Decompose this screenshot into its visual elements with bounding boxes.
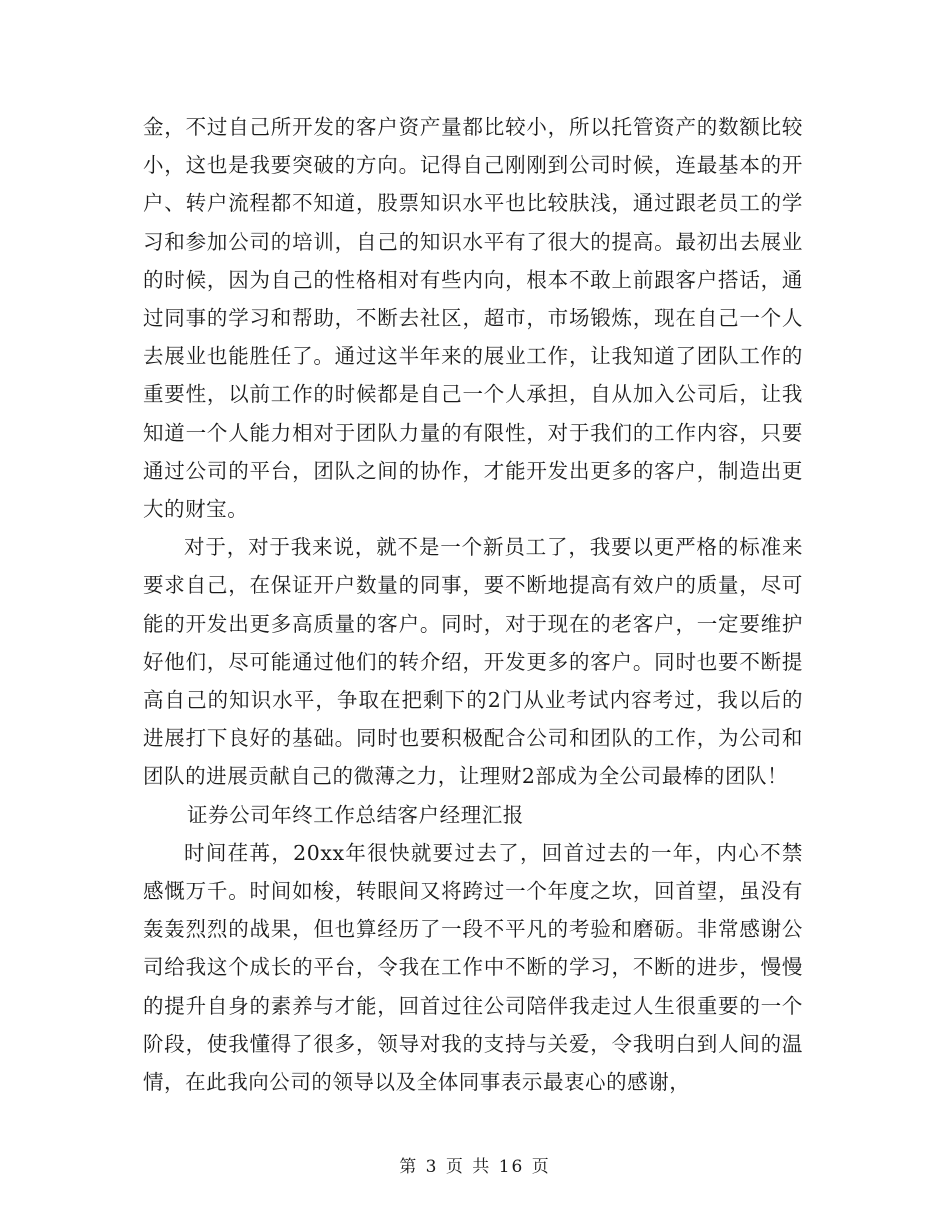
section-title: 证券公司年终工作总结客户经理汇报 (187, 802, 524, 827)
document-body (143, 108, 803, 1101)
paragraph-continuation: 金，不过自己所开发的客户资产量都比较小，所以托管资产的数额比较小，这也是我要突破的方向。记得自己刚刚到公司时候，连最基本的开户、转户流程都不知道，股票知识水平也比较肤浅，通过跟老员工的学习和参加公司的培训，自己的知识水平有了很大的提高。最初出去展业的时候，因为自己的性格相对有些内向，根本不敢上前跟客户搭话，通过同事的学习和帮助，不断去社区，超市，市场锻炼，现在自己一个人去展业也能胜任了。通过这半年来的展业工作，让我知道了团队工作的重要性，以前工作的时候都是自己一个人承担，自从加入公司后，让我知道一个人能力相对于团队力量的有限性，对于我们的工作内容，只要通过公司的平台，团队之间的协作，才能开发出更多的客户，制造出更大的财宝。 (143, 115, 803, 522)
paragraph-intro: 时间荏苒，20xx年很快就要过去了，回首过去的一年，内心不禁感慨万千。时间如梭，转眼间又将跨过一个年度之坎，回首望，虽没有轰轰烈烈的战果，但也算经历了一段不平凡的考验和磨砺。非常感谢公司给我这个成长的平台，令我在工作中不断的学习，不断的进步，慢慢的提升自身的素养与才能，回首过往公司陪伴我走过人生很重要的一个阶段，使我懂得了很多，领导对我的支持与关爱，令我明白到人间的温情，在此我向公司的领导以及全体同事表示最衷心的感谢， (143, 840, 803, 1095)
paragraph-plans: 对于，对于我来说，就不是一个新员工了，我要以更严格的标准来要求自己，在保证开户数量的同事，要不断地提高有效户的质量，尽可能的开发出更多高质量的客户。同时，对于现在的老客户，一定要维护好他们，尽可能通过他们的转介绍，开发更多的客户。同时也要不断提高自己的知识水平，争取在把剩下的2门从业考试内容考过，我以后的进展打下良好的基础。同时也要积极配合公司和团队的工作，为公司和团队的进展贡献自己的微薄之力，让理财2部成为全公司最棒的团队！ (143, 535, 803, 789)
page-footer: 第 3 页 共 16 页 (399, 1157, 551, 1177)
